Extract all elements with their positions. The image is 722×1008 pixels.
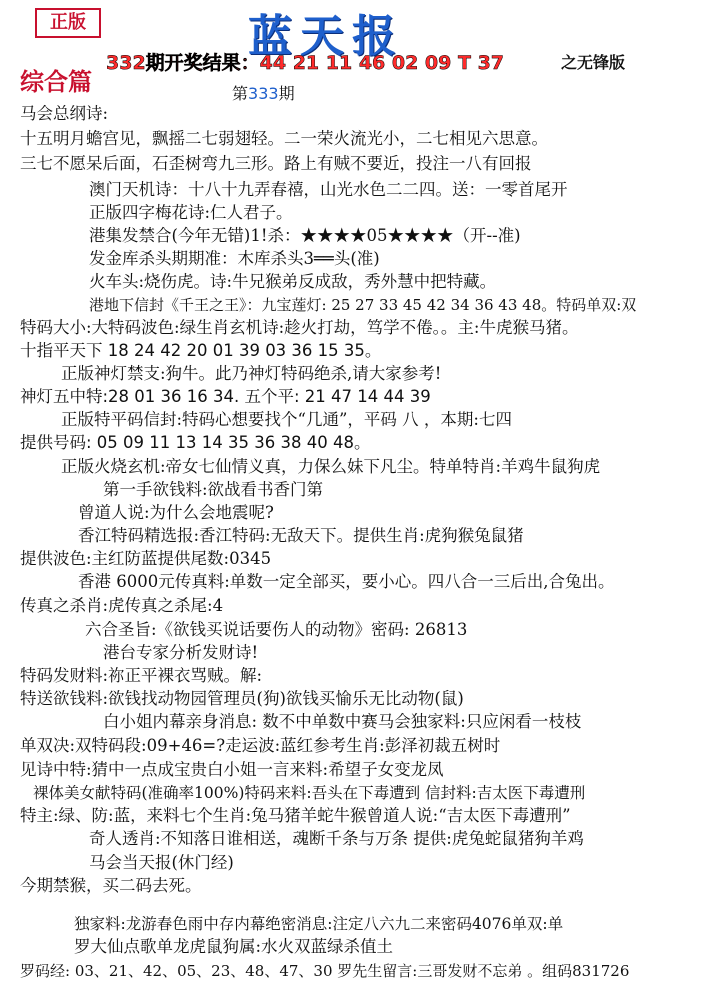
text-line: 白小姐内幕亲身消息: 数不中单数中赛马会独家料:只应闲看一枝枝 — [103, 712, 582, 731]
newspaper-title: 蓝天报 — [248, 11, 404, 62]
text-line: 第一手欲钱料:欲战看书香门第 — [103, 480, 324, 499]
issue-prefix: 第 — [232, 84, 249, 103]
text-line: 香江特码精选报:香江特码:无敌天下。提供生肖:虎狗猴兔鼠猪 — [78, 526, 524, 545]
text-line: 罗大仙点歌单龙虎鼠狗属:水火双蓝绿杀值土 — [74, 937, 394, 956]
text-line: 特码大小:大特码波色:绿生肖玄机诗:趁火打劫，笃学不倦。。主:牛虎猴马猪。 — [20, 318, 579, 337]
issue-num: 333 — [248, 84, 279, 103]
text-line: 港集发禁合(今年无错)1!杀：★★★★05★★★★（开--准) — [89, 226, 521, 245]
edition-badge: 正版 — [35, 8, 101, 38]
text-line: 六合圣旨:《欲钱买说话要伤人的动物》密码: 26813 — [85, 620, 468, 639]
text-line: 罗码经: 03、21、42、05、23、48、47、30 罗先生留言:三哥发财不忘弟 。组码831726 — [20, 962, 630, 980]
text-line: 今期禁猴，买二码去死。 — [20, 876, 202, 895]
text-line: 传真之杀肖:虎传真之杀尾:4 — [20, 596, 224, 615]
text-line: 香港 6000元传真料:单数一定全部买，要小心。四八合一三后出,合兔出。 — [78, 572, 615, 591]
text-line: 单双决:双特码段:09+46=?走运波:蓝红参考生肖:彭泽初裁五树时 — [20, 736, 501, 755]
issue-number — [232, 81, 295, 104]
text-line: 正版火烧玄机:帝女七仙情义真，力保么妹下凡尘。特单特肖:羊鸡牛鼠狗虎 — [61, 457, 601, 476]
text-line: 十指平天下 18 24 42 20 01 39 03 36 15 35。 — [20, 341, 382, 360]
text-line: 发金库杀头期期准：木库杀头3══头(准) — [89, 249, 380, 268]
text-line: 提供号码: 05 09 11 13 14 35 36 38 40 48。 — [20, 433, 371, 452]
text-line: 特码发财料:祢正平裸衣骂贼。解: — [20, 666, 263, 685]
text-line: 独家料:龙游春色雨中存内幕绝密消息:注定八六九二来密码4076单双:单 — [74, 915, 564, 933]
text-line: 港地下信封《千王之王》：九宝莲灯: 25 27 33 45 42 34 36 43 48。特码单双:双 — [89, 296, 637, 314]
text-line: 神灯五中特:28 01 36 16 34. 五个平: 21 47 14 44 39 — [20, 387, 431, 406]
text-line: 正版四字梅花诗:仁人君子。 — [89, 203, 293, 222]
draw-results: 332期开奖结果：44 21 11 46 02 09 T 37 — [106, 52, 505, 74]
section-title: 综合篇 — [20, 68, 92, 96]
text-line: 十五明月蟾宫见，飘摇二七弱翅轻。二一荣火流光小，二七相见六思意。 — [20, 129, 548, 148]
text-line: 港台专家分析发财诗! — [103, 643, 259, 662]
text-line: 正版特平码信封:特码心想要找个“几通”，平码 八 ，本期:七四 — [61, 410, 512, 429]
edition-label: 之无锋版 — [561, 53, 626, 72]
text-line: 三七不愿呆后面，石歪树弯九三形。路上有贼不要近，投注一八有回报 — [20, 154, 532, 173]
text-line: 马会总纲诗: — [20, 104, 109, 123]
text-line: 奇人透肖:不知落日谁相送，魂断千条与万条 提供:虎兔蛇鼠猪狗羊鸡 — [89, 829, 584, 848]
issue-suffix: 期 — [278, 84, 295, 103]
text-line: 特送欲钱料:欲钱找动物园管理员(狗)欲钱买愉乐无比动物(鼠) — [20, 689, 464, 708]
text-line: 裸体美女献特码(准确率100%)特码来料:吾头在下毒遭到 信封料:吉太医下毒遭刑 — [33, 784, 586, 802]
text-line: 曾道人说:为什么会地震呢? — [78, 503, 274, 522]
text-line: 见诗中特:猜中一点成宝贵白小姐一言来料:希望子女变龙凤 — [20, 760, 444, 779]
text-line: 马会当天报(休门经) — [89, 853, 234, 872]
text-line: 澳门天机诗：十八十九弄春禧，山光水色二二四。送：一零首尾开 — [89, 180, 568, 199]
text-line: 特主:绿、防:蓝，来料七个生肖:兔马猪羊蛇牛猴曾道人说:“吉太医下毒遭刑” — [20, 806, 571, 825]
text-line: 正版神灯禁支:狗牛。此乃神灯特码绝杀,请大家参考! — [61, 364, 442, 383]
text-line: 火车头:烧伤虎。诗:牛兄猴弟反成敌，秀外慧中把特藏。 — [89, 272, 497, 291]
text-line: 提供波色:主红防蓝提供尾数:0345 — [20, 549, 272, 568]
